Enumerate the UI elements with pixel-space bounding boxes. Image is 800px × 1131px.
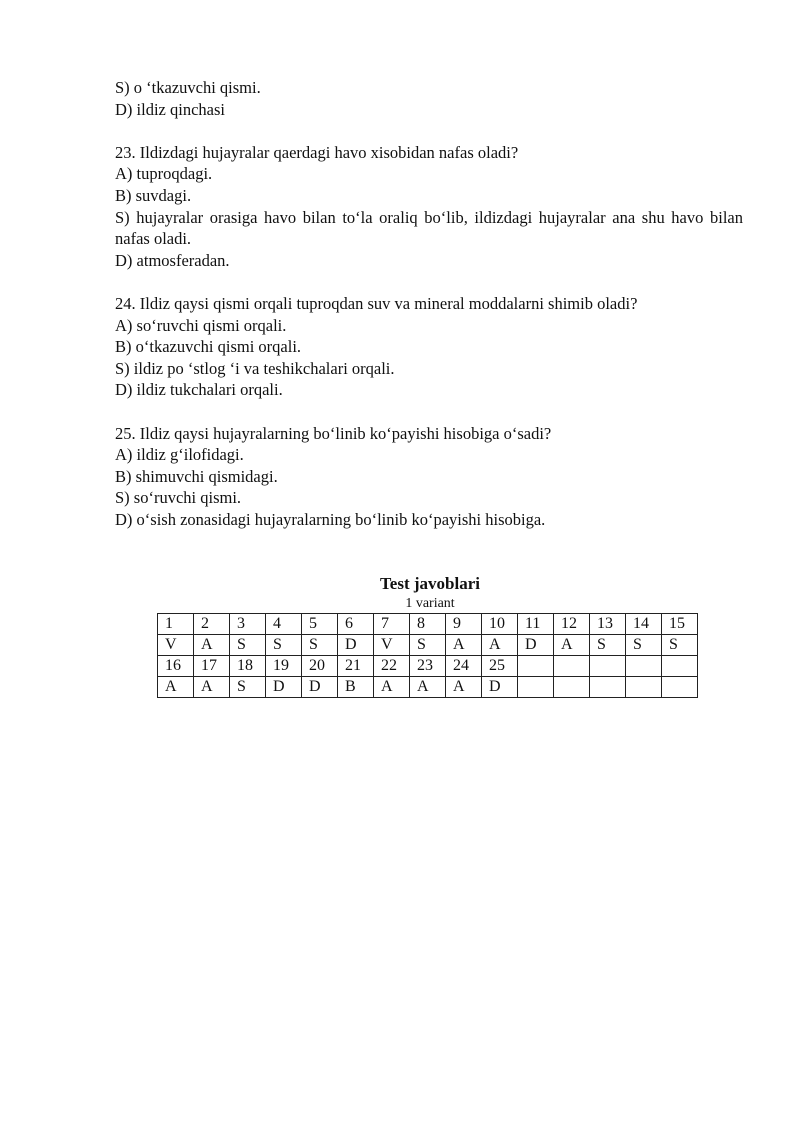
option-d-q24: D) ildiz tukchalari orqali. — [115, 380, 283, 400]
question-number-cell — [626, 656, 662, 677]
question-number-cell: 12 — [554, 614, 590, 635]
question-number-row — [158, 614, 698, 635]
option-d-q23: D) atmosferadan. — [115, 250, 230, 270]
answer-cell: A — [446, 677, 482, 698]
answer-cell: S — [230, 677, 266, 698]
question-number-cell: 6 — [338, 614, 374, 635]
answer-cell — [518, 677, 554, 698]
option-s-q22: S) o ‘tkazuvchi qismi. — [115, 78, 261, 97]
question-number-cell — [554, 656, 590, 677]
question-number-cell: 2 — [194, 614, 230, 635]
answer-cell: D — [518, 635, 554, 656]
question-number-cell: 22 — [374, 656, 410, 677]
answer-row — [158, 635, 698, 656]
question-number-cell: 14 — [626, 614, 662, 635]
question-number-cell: 17 — [194, 656, 230, 677]
option-a-q23: A) tuproqdagi. — [115, 164, 213, 184]
option-s-q25: S) so‘ruvchi qismi. — [115, 488, 242, 508]
answer-cell: A — [446, 635, 482, 656]
question-number-cell: 21 — [338, 656, 374, 677]
option-d-q22: D) ildiz qinchasi — [115, 99, 225, 119]
answers-variant: 1 variant — [405, 596, 455, 611]
spacer — [115, 271, 743, 293]
question-number-cell: 11 — [518, 614, 554, 635]
answer-row — [158, 677, 698, 698]
question-number-cell — [590, 656, 626, 677]
question-number-cell: 3 — [230, 614, 266, 635]
answer-cell: S — [626, 635, 662, 656]
question-number-cell: 5 — [302, 614, 338, 635]
question-number-cell: 10 — [482, 614, 518, 635]
answer-cell: S — [410, 635, 446, 656]
answer-cell: S — [230, 635, 266, 656]
answer-key-table — [157, 613, 698, 698]
answer-cell: V — [374, 635, 410, 656]
question-number-cell: 7 — [374, 614, 410, 635]
question-24: 24. Ildiz qaysi qismi orqali tuproqdan suv va mineral moddalarni shimib oladi? — [115, 293, 638, 313]
answer-cell: D — [482, 677, 518, 698]
answer-cell — [662, 677, 698, 698]
answer-cell: D — [338, 635, 374, 656]
answer-cell: A — [410, 677, 446, 698]
question-number-cell: 19 — [266, 656, 302, 677]
question-number-cell: 8 — [410, 614, 446, 635]
spacer — [115, 120, 743, 142]
answer-cell: A — [482, 635, 518, 656]
question-number-cell: 4 — [266, 614, 302, 635]
question-23: 23. Ildizdagi hujayralar qaerdagi havo xisobidan nafas oladi? — [115, 142, 519, 162]
question-number-cell: 24 — [446, 656, 482, 677]
answer-cell: D — [302, 677, 338, 698]
question-number-cell — [518, 656, 554, 677]
option-b-q23: B) suvdagi. — [115, 185, 192, 205]
question-number-cell: 23 — [410, 656, 446, 677]
answer-cell — [626, 677, 662, 698]
answer-cell — [590, 677, 626, 698]
answer-cell: S — [590, 635, 626, 656]
answer-cell: A — [554, 635, 590, 656]
question-number-cell: 13 — [590, 614, 626, 635]
answer-cell: S — [662, 635, 698, 656]
question-number-cell: 15 — [662, 614, 698, 635]
question-25: 25. Ildiz qaysi hujayralarning bo‘linib ko‘payishi hisobiga o‘sadi? — [115, 423, 552, 443]
answer-cell: A — [194, 677, 230, 698]
answer-cell: S — [302, 635, 338, 656]
answer-cell: B — [338, 677, 374, 698]
option-b-q24: B) o‘tkazuvchi qismi orqali. — [115, 337, 302, 357]
question-number-cell — [662, 656, 698, 677]
option-s-q23: S) hujayralar orasiga havo bilan to‘la oraliq bo‘lib, ildizdagi hujayralar ana shu havo bilan nafas oladi. — [115, 207, 743, 249]
question-number-cell: 9 — [446, 614, 482, 635]
option-a-q24: A) so‘ruvchi qismi orqali. — [115, 315, 287, 335]
option-s-q24: S) ildiz po ‘stlog ‘i va teshikchalari orqali. — [115, 358, 395, 378]
answers-title: Test javoblari — [380, 574, 480, 593]
spacer — [115, 401, 743, 423]
answer-cell: D — [266, 677, 302, 698]
question-number-cell: 18 — [230, 656, 266, 677]
answer-cell: A — [374, 677, 410, 698]
answer-cell: A — [194, 635, 230, 656]
question-number-cell: 20 — [302, 656, 338, 677]
answer-cell: V — [158, 635, 194, 656]
option-a-q25: A) ildiz g‘ilofidagi. — [115, 445, 244, 465]
option-b-q25: B) shimuvchi qismidagi. — [115, 466, 278, 486]
question-number-cell: 16 — [158, 656, 194, 677]
answer-cell — [554, 677, 590, 698]
question-number-row — [158, 656, 698, 677]
answer-cell: S — [266, 635, 302, 656]
document-body — [115, 77, 743, 530]
question-number-cell: 25 — [482, 656, 518, 677]
answer-cell: A — [158, 677, 194, 698]
option-d-q25: D) o‘sish zonasidagi hujayralarning bo‘linib ko‘payishi hisobiga. — [115, 509, 546, 529]
question-number-cell: 1 — [158, 614, 194, 635]
